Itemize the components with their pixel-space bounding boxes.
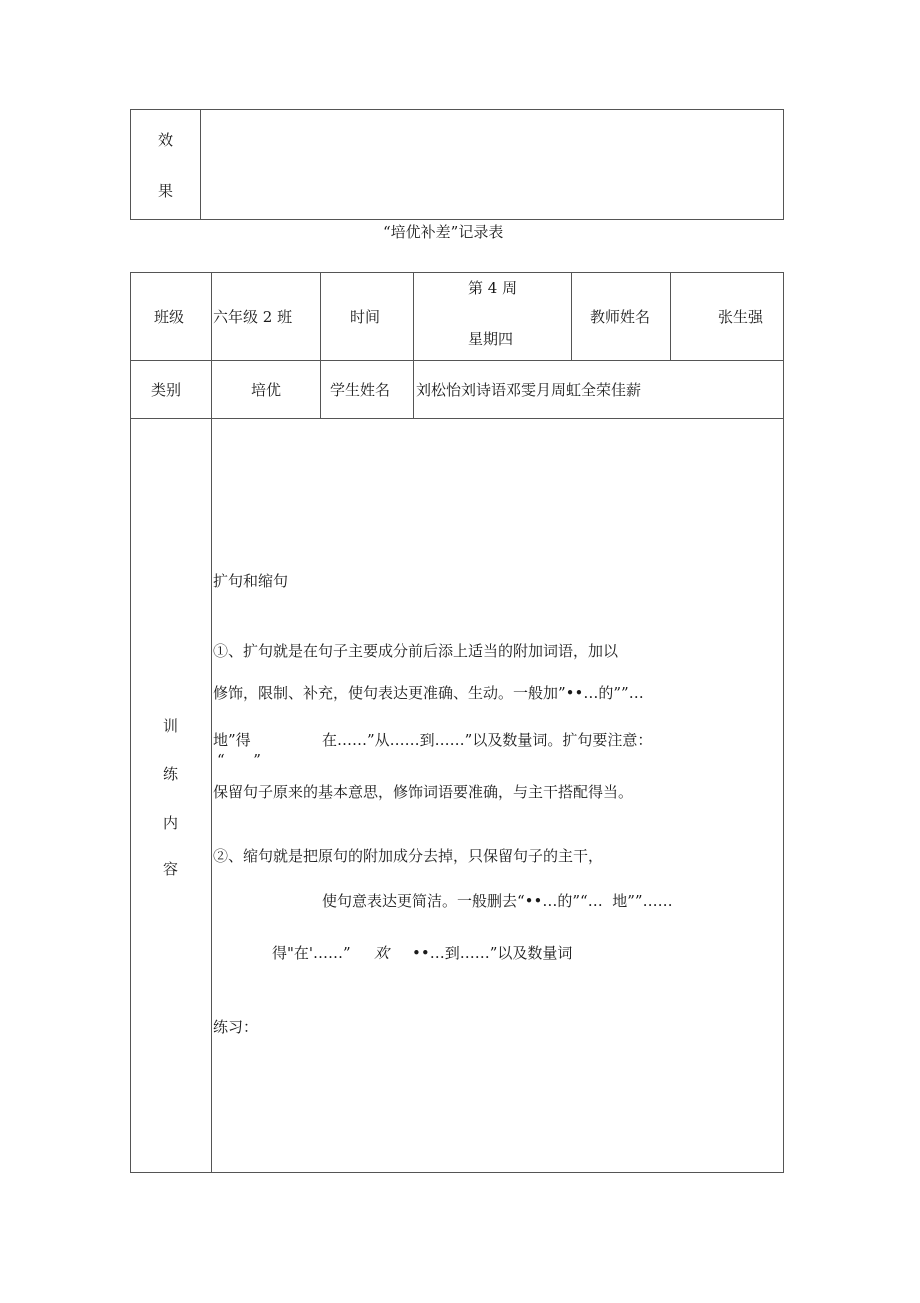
content-line-5: ②、缩句就是把原句的附加成分去掉，只保留句子的主干， bbox=[213, 847, 604, 865]
class-label: 班级 bbox=[154, 308, 185, 326]
students-label: 学生姓名 bbox=[330, 381, 391, 399]
row-divider-1 bbox=[130, 360, 784, 361]
category-label: 类别 bbox=[151, 381, 182, 399]
content-heading: 扩句和缩句 bbox=[213, 572, 289, 590]
practice-heading: 练习： bbox=[213, 1018, 259, 1036]
teacher-name: 张生强 bbox=[718, 308, 764, 326]
effect-box-divider bbox=[200, 109, 201, 220]
week-number: 第 4 周 bbox=[468, 279, 518, 297]
col-divider-label bbox=[211, 272, 212, 1173]
teacher-label: 教师姓名 bbox=[590, 308, 651, 326]
class-value: 六年级 2 班 bbox=[213, 308, 293, 326]
col-divider-4 bbox=[571, 272, 572, 360]
content-label-char-1: 训 bbox=[163, 717, 179, 735]
content-line-3b: 在……”从……到……”以及数量词。扩句要注意： bbox=[322, 731, 653, 749]
students-names: 刘松怡刘诗语邓雯月周虹全荣佳薪 bbox=[416, 381, 642, 399]
effect-label-1: 效 bbox=[158, 131, 174, 149]
content-label-char-3: 内 bbox=[163, 814, 179, 832]
content-line-6: 使句意表达更简洁。一般删去“••…的”“… 地””…… bbox=[322, 892, 673, 910]
time-label: 时间 bbox=[350, 308, 381, 326]
content-line-3a: 地”得 bbox=[213, 731, 251, 749]
row-divider-2 bbox=[130, 418, 784, 419]
effect-label-2: 果 bbox=[158, 182, 174, 200]
content-quote-marks: “ ” bbox=[217, 751, 261, 769]
col-divider-5 bbox=[670, 272, 671, 360]
category-value: 培优 bbox=[251, 381, 282, 399]
weekday: 星期四 bbox=[468, 330, 514, 348]
effect-box bbox=[130, 109, 784, 220]
content-label-char-4: 容 bbox=[163, 860, 179, 878]
content-line-2: 修饰，限制、补充，使句表达更准确、生动。一般加”••…的””… bbox=[213, 684, 644, 702]
col-divider-2 bbox=[320, 272, 321, 418]
content-line-7a: 得"在'……” bbox=[272, 944, 351, 962]
col-divider-3-bottom bbox=[413, 360, 414, 418]
content-line-7c: ••…到……”以及数量词 bbox=[412, 944, 573, 962]
content-line-1: ①、扩句就是在句子主要成分前后添上适当的附加词语，加以 bbox=[213, 642, 619, 660]
content-line-7b: 欢 bbox=[374, 944, 390, 962]
col-divider-3-top bbox=[413, 272, 414, 360]
page-title: “培优补差”记录表 bbox=[383, 223, 504, 241]
content-line-4: 保留句子原来的基本意思，修饰词语要准确，与主干搭配得当。 bbox=[213, 783, 634, 801]
record-table bbox=[130, 272, 784, 1173]
content-label-char-2: 练 bbox=[163, 765, 179, 783]
